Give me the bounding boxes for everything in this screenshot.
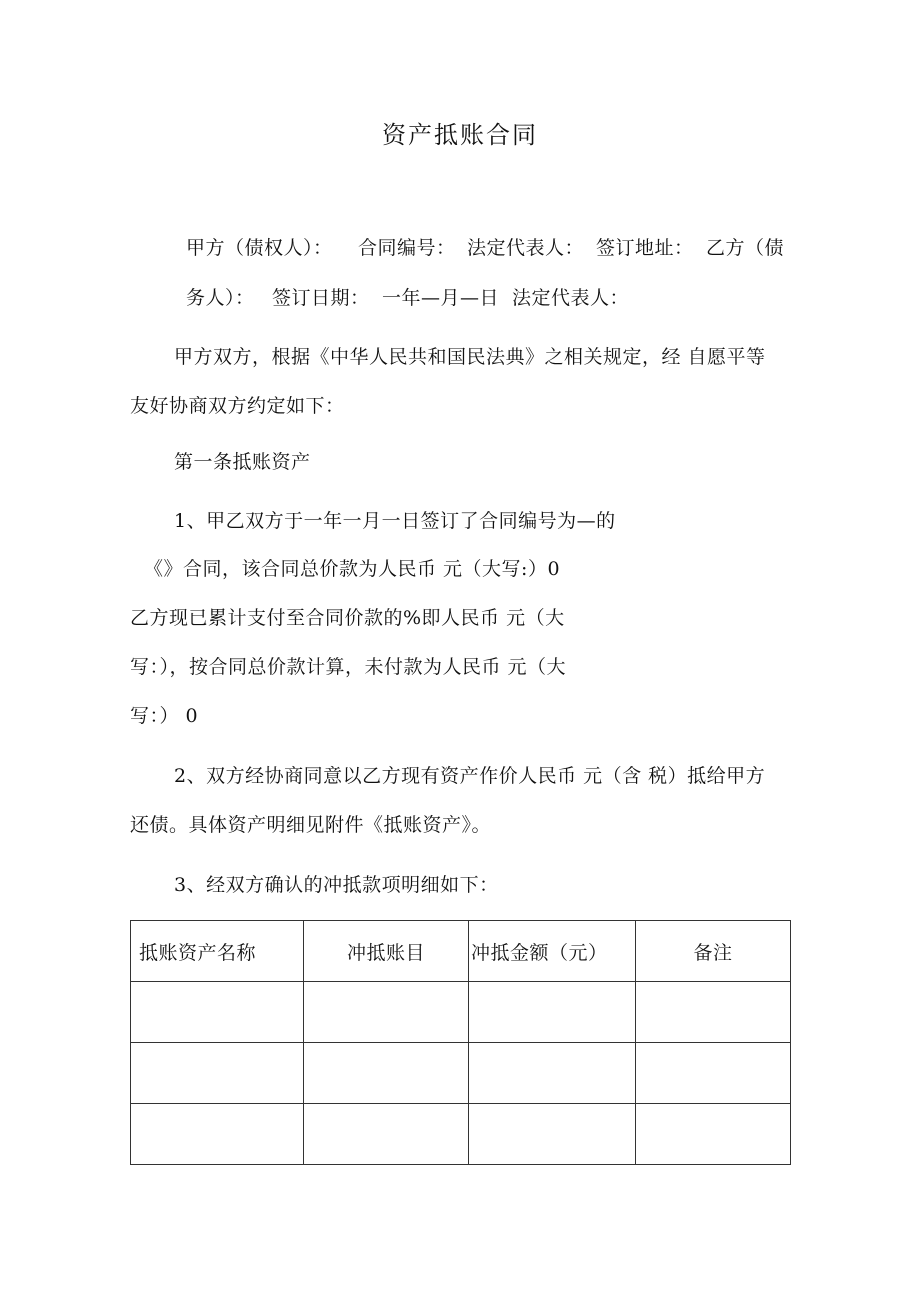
sign-date-label: 签订日期： — [272, 287, 370, 309]
clause1-line: 1、甲乙双方于一年一月一日签订了合同编号为—的 — [174, 510, 616, 532]
table-cell[interactable] — [304, 1043, 469, 1104]
table-cell[interactable] — [131, 982, 304, 1043]
table-row — [131, 1104, 791, 1165]
table-cell[interactable] — [469, 1104, 636, 1165]
clause1-line: 写：），按合同总价款计算，未付款为人民币 元（大 — [130, 656, 567, 678]
preamble-line: 友好协商双方约定如下： — [130, 395, 345, 417]
article-heading: 第一条抵账资产 — [174, 451, 311, 473]
offset-details-table — [130, 920, 791, 1165]
clause1-line: 写：） 0 — [130, 705, 199, 727]
table-cell[interactable] — [636, 982, 791, 1043]
table-row — [131, 982, 791, 1043]
legal-rep-label-a: 法定代表人： — [467, 237, 585, 259]
table-header-row — [131, 921, 791, 982]
table-cell[interactable] — [469, 1043, 636, 1104]
table-header-cell: 抵账资产名称 — [131, 921, 304, 982]
table-cell[interactable] — [304, 982, 469, 1043]
table-cell[interactable] — [469, 982, 636, 1043]
contract-no-label: 合同编号： — [358, 237, 456, 259]
table-cell[interactable] — [304, 1104, 469, 1165]
table-cell[interactable] — [636, 1043, 791, 1104]
table-cell[interactable] — [636, 1104, 791, 1165]
table-header-cell: 备注 — [636, 921, 791, 982]
table-row — [131, 1043, 791, 1104]
sign-place-label: 签订地址： — [596, 237, 694, 259]
preamble-line: 甲方双方，根据《中华人民共和国民法典》之相关规定，经 自愿平等 — [174, 346, 766, 368]
table-cell[interactable] — [131, 1043, 304, 1104]
table-header-cell: 冲抵金额（元） — [469, 921, 636, 982]
party-a-label: 甲方（债权人）： — [186, 237, 333, 259]
party-b-label-start: 乙方（债 — [706, 237, 785, 259]
table-cell[interactable] — [131, 1104, 304, 1165]
clause1-line: 《》合同，该合同总价款为人民币 元（大写:）0 — [144, 558, 561, 580]
sign-date-value: 一年—月—日 — [382, 287, 500, 309]
clause1-line: 乙方现已累计支付至合同价款的%即人民币 元（大 — [130, 607, 565, 629]
clause2-line: 还债。具体资产明细见附件《抵账资产》。 — [130, 814, 492, 836]
page-title: 资产抵账合同 — [382, 121, 538, 149]
clause2-line: 2、双方经协商同意以乙方现有资产作价人民币 元（含 税）抵给甲方 — [174, 765, 766, 787]
legal-rep-label-b: 法定代表人： — [512, 287, 630, 309]
table-header-cell: 冲抵账目 — [304, 921, 469, 982]
clause3-line: 3、经双方确认的冲抵款项明细如下： — [174, 874, 499, 896]
party-b-label-end: 务人）： — [186, 287, 255, 309]
